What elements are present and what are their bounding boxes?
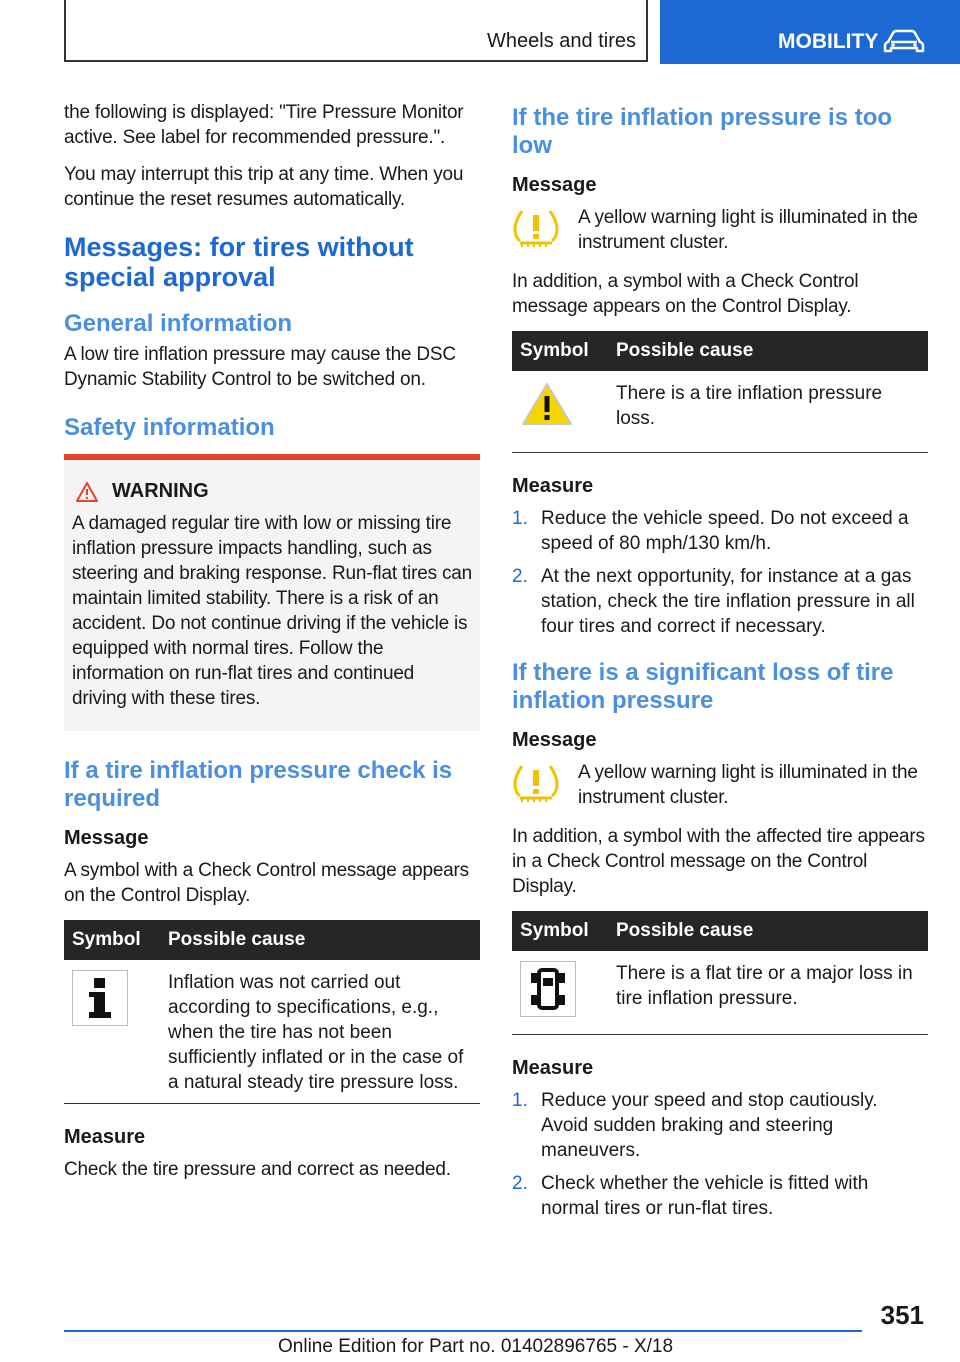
- warning-light-text: A yellow warning light is illuminated in the instrument cluster.: [578, 207, 918, 253]
- warning-title: WARNING: [112, 480, 209, 502]
- measure-steps: [512, 1088, 928, 1221]
- table-row: [64, 960, 480, 1104]
- warning-text: A damaged regular tire with low or missing tire inflation pressure impacts handling, such as steering and braking response. Run-flat tires can maintain limited stability. There is a risk of an accident. Do not continue driving if the vehicle is equipped with normal tires. Follow the information on run-flat tires and continued driving with these tires.: [72, 513, 472, 709]
- col-symbol: Symbol: [64, 920, 160, 960]
- intro-paragraph-2: You may interrupt this trip at any time. When you continue the reset resumes automatically.: [64, 164, 464, 210]
- list-item: 1. Reduce your speed and stop cautiously. Avoid sudden braking and steering maneuvers.: [512, 1090, 878, 1161]
- intro-paragraph-1: the following is displayed: "Tire Pressure Monitor active. See label for recommended pressure.".: [64, 102, 464, 148]
- footer-divider: [64, 1330, 862, 1332]
- general-information-text: A low tire inflation pressure may cause the DSC Dynamic Stability Control to be switched on.: [64, 344, 456, 390]
- symbol-table-low: [512, 331, 928, 453]
- message-label: Message: [64, 827, 149, 849]
- table-row: [512, 951, 928, 1035]
- edition-text: Online Edition for Part no. 01402896765 - X/18: [278, 1336, 674, 1357]
- addition-text: In addition, a symbol with a Check Control message appears on the Control Display.: [512, 271, 859, 317]
- measure-label: Measure: [512, 475, 594, 497]
- mobility-tab[interactable]: [660, 0, 960, 64]
- heading-pressure-too-low: If the tire inflation pressure is too low: [512, 104, 893, 159]
- heading-messages: Messages: for tires without special approval: [64, 232, 414, 292]
- warning-triangle-icon: [76, 482, 98, 502]
- info-icon: [72, 970, 128, 1026]
- mobility-tab-label: MOBILITY: [778, 30, 879, 53]
- symbol-table-check: [64, 920, 480, 1104]
- heading-significant-loss: If there is a significant loss of tire inflation pressure: [512, 659, 894, 714]
- section-title: Wheels and tires: [487, 30, 636, 52]
- left-column: [64, 100, 480, 1194]
- heading-check-required: If a tire inflation pressure check is required: [64, 757, 453, 812]
- car-icon: [882, 28, 926, 54]
- heading-general-information: General information: [64, 310, 293, 337]
- cause-text: Inflation was not carried out according to specifications, e.g., when the tire has not been sufficiently inflated or in the case of a natural steady tire pressure loss.: [160, 960, 480, 1104]
- col-possible-cause: Possible cause: [608, 911, 928, 951]
- message-label: Message: [512, 729, 597, 751]
- measure-label: Measure: [512, 1057, 594, 1079]
- addition-text: In addition, a symbol with the affected tire appears in a Check Control message on the Control Display.: [512, 826, 925, 897]
- list-item: 2. At the next opportunity, for instance at a gas station, check the tire inflation pressure in all four tires and correct if necessary.: [512, 566, 915, 637]
- col-symbol: Symbol: [512, 911, 608, 951]
- check-message-text: A symbol with a Check Control message appears on the Control Display.: [64, 860, 469, 906]
- cause-text: There is a tire inflation pressure loss.: [608, 371, 928, 453]
- warning-box: [64, 454, 480, 731]
- measure-label: Measure: [64, 1126, 146, 1148]
- tire-pressure-warning-icon: [512, 207, 560, 249]
- message-label: Message: [512, 174, 597, 196]
- tire-pressure-warning-icon: [512, 762, 560, 804]
- right-column: [512, 100, 928, 1229]
- measure-text: Check the tire pressure and correct as needed.: [64, 1159, 451, 1180]
- warning-light-text: A yellow warning light is illuminated in the instrument cluster.: [578, 762, 918, 808]
- list-item: 2. Check whether the vehicle is fitted with normal tires or run-flat tires.: [512, 1173, 869, 1219]
- col-symbol: Symbol: [512, 331, 608, 371]
- table-row: [512, 371, 928, 453]
- heading-safety-information: Safety information: [64, 414, 275, 441]
- list-item: 1. Reduce the vehicle speed. Do not exceed a speed of 80 mph/130 km/h.: [512, 508, 909, 554]
- warning-triangle-icon: [520, 381, 574, 427]
- cause-text: There is a flat tire or a major loss in tire inflation pressure.: [608, 951, 928, 1035]
- measure-steps: [512, 506, 928, 639]
- vehicle-tire-icon: [520, 961, 576, 1017]
- page-number: 351: [880, 1300, 924, 1330]
- col-possible-cause: Possible cause: [160, 920, 480, 960]
- symbol-table-significant: [512, 911, 928, 1035]
- col-possible-cause: Possible cause: [608, 331, 928, 371]
